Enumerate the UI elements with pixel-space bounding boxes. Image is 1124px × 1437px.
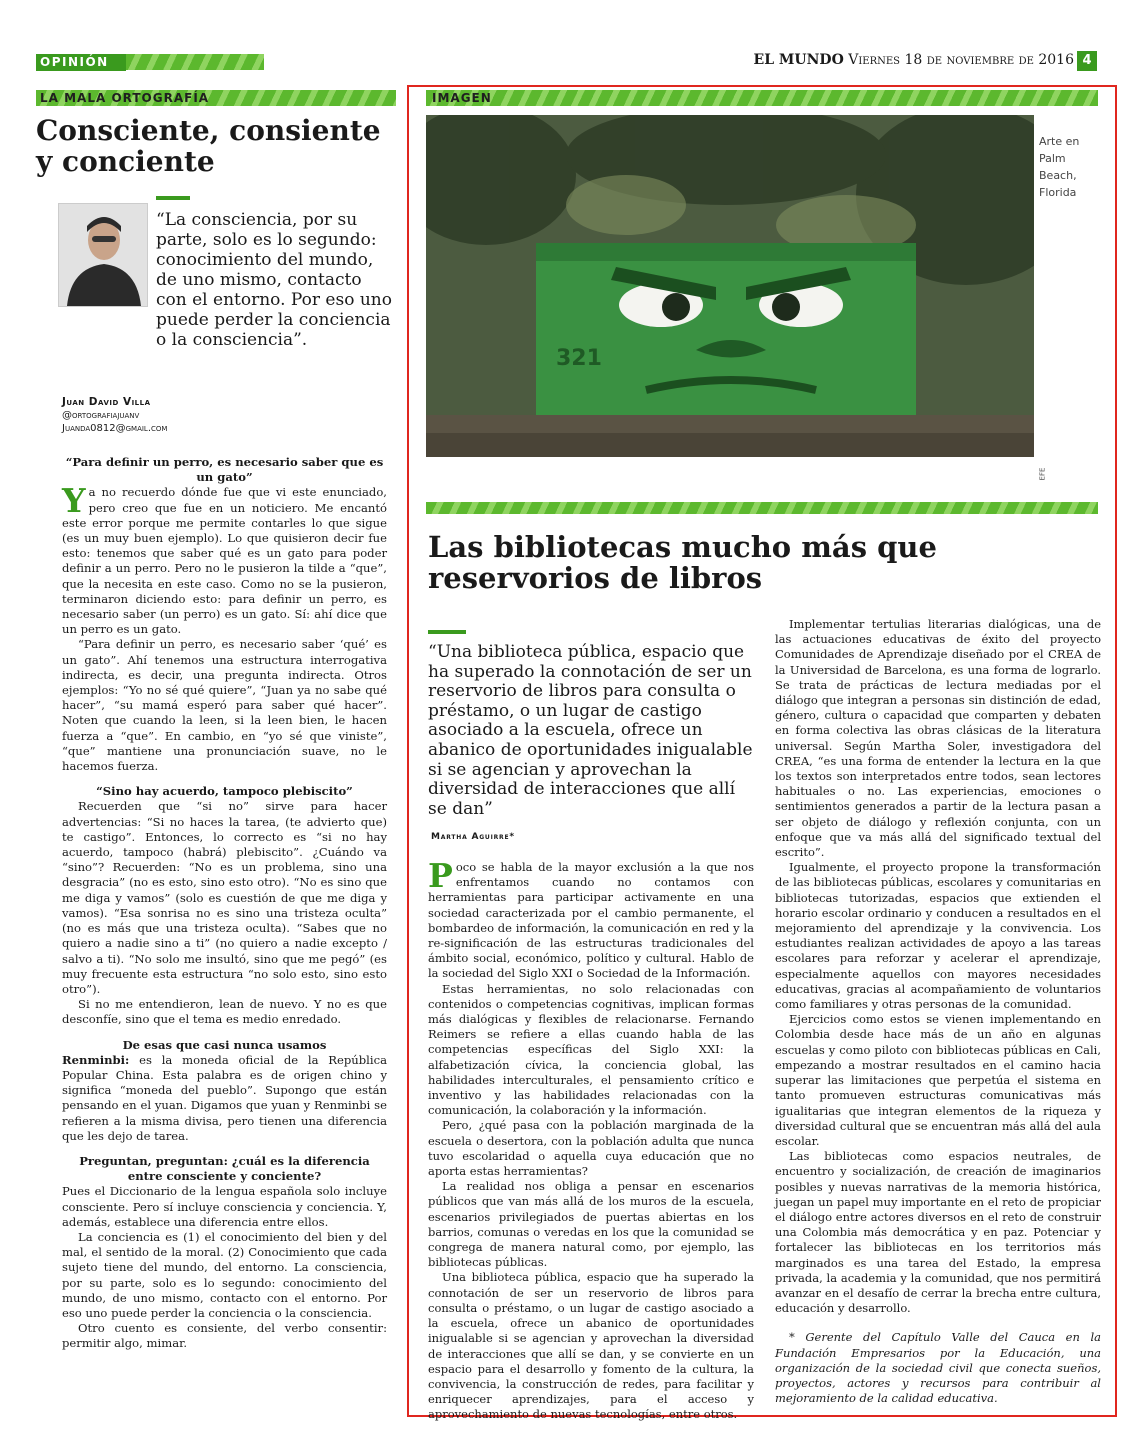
author-email: Juanda0812@gmail.com: [62, 423, 168, 434]
svg-text:321: 321: [556, 346, 602, 371]
paragraph: Recuerden que “si no” sirve para hacer advertencias: “Si no haces la tarea, (te advierto que) te castigo”. Entonces, lo correcto es “si no hay acuerdo, tampoco (habrá) plebiscito”. ¿Cuándo va “sino”? Recuerden: “No es un problema, sino una desgracia” (no es esto, sino esto otro). “No es sino que me diga y vamos” (solo es cuestión de que me diga y vamos). “Esa sonrisa no es sino una tristeza oculta” (no es más que una tristeza oculta). “Sabes que no quiero a nadie sino a ti” (no quiero a nadie excepto / salvo a ti). “No solo me insultó, sino que me pegó” (es muy frecuente esta estructura “no solo esto, sino esto otro”).: [62, 799, 387, 996]
accent-dash: [156, 196, 190, 200]
photo-caption: Arte en Palm Beach, Florida: [1039, 135, 1080, 199]
article-title: Las bibliotecas mucho más que reservorios de libros: [428, 530, 937, 595]
masthead: [754, 52, 1074, 68]
accent-dash: [428, 630, 466, 634]
article-body: [428, 856, 754, 1423]
drop-cap: Y: [62, 481, 86, 521]
paragraph: Implementar tertulias literarias dialógicas, una de las actuaciones educativas de éxito del proyecto Comunidades de Aprendizaje diseñado por el CREA de la Universidad de Barcelona, es una forma de lograrlo. Se trata de prácticas de lectura mediadas por el diálogo que integran a personas sin distinción de edad, género, cultura o capacidad que comparten y debaten en forma colectiva las obras clásicas de la literatura universal. Según Martha Soler, investigadora del CREA, “es una forma de entender la lectura en la que los textos son interpretados entre todos, sean lectores habituales o no. Las experiencias, emociones o sentimientos generados a partir de la lectura pasan a ser objeto de diálogo y reflexión conjunta, con un enfoque que va más allá del significado textual del escrito”.: [775, 617, 1101, 860]
paragraph: Ya no recuerdo dónde fue que vi este enunciado, pero creo que fue en un noticiero. Me encantó este error porque me permite contarles lo que sigue (es un muy buen ejemplo). Lo que quisieron decir fue esto: tenemos que saber qué es un gato para poder definir a un perro. Pero no le pusieron la tilde a “que”, que la necesita en este caso. Como no se la pusieron, terminaron diciendo esto: para definir un perro, es necesario saber (un perro) es un gato. Sí: ahí dice que un perro es un gato.: [62, 481, 387, 637]
paragraph: Otro cuento es consiente, del verbo consentir: permitir algo, mimar.: [62, 1321, 387, 1351]
paragraph: Igualmente, el proyecto propone la transformación de las bibliotecas públicas, escolares y comunitarias en bibliotecas tutorizadas, espacios que extienden el horario escolar ordinario y conducen a resultados en el mejoramiento del aprendizaje y la convivencia. Los estudiantes realizan actividades de apoyo a las tareas escolares para reforzar y acelerar el aprendizaje, especialmente aquellos con mayores necesidades educativas, gracias al acompañamiento de voluntarios como familiares y otras personas de la comunidad.: [775, 860, 1101, 1012]
paragraph: Pero, ¿qué pasa con la población marginada de la escuela o desertora, con la población adulta que nunca tuvo escolaridad o aquella cuya educación que no aporta estas herramientas?: [428, 1118, 754, 1179]
photo-credit: EFE: [1038, 467, 1047, 481]
paragraph: Pues el Diccionario de la lengua española solo incluye consciente. Pero sí incluye consciencia y conciencia. Y, además, establece una diferencia entre ellos.: [62, 1184, 387, 1229]
author-name: Martha Aguirre*: [431, 832, 515, 842]
page-number: 4: [1077, 51, 1097, 71]
subhead: Preguntan, preguntan: ¿cuál es la diferencia entre consciente y conciente?: [79, 1153, 370, 1184]
section-label: OPINIÓN: [36, 54, 126, 71]
article-photo: [426, 115, 1034, 457]
paragraph: La realidad nos obliga a pensar en escenarios públicos que van más allá de los muros de la escuela, escenarios privilegiados de puertas abiertas en los barrios, comunas o veredas en los que la comunidad se congrega de manera natural como, por ejemplo, las bibliotecas públicas.: [428, 1179, 754, 1270]
author-block: [62, 396, 167, 435]
paragraph: Ejercicios como estos se vienen implementando en Colombia desde hace más de un año en algunas escuelas y como piloto con bibliotecas públicas en Cali, empezando a mostrar resultados en el camino hacia superar las limitaciones que perpetúa el sistema en tanto promueven estructuras comunicativas más igualitarias que integran elementos de la riqueza y diversidad cultural que se encuentran más allá del aula escolar.: [775, 1012, 1101, 1148]
subhead: “Para definir un perro, es necesario saber que es un gato”: [65, 455, 384, 485]
paragraph: “Para definir un perro, es necesario saber ‘qué’ es un gato”. Ahí tenemos una estructura interrogativa indirecta, es decir, una pregunta indirecta. Otros ejemplos: “Yo no sé qué quiere”, “Juan ya no sabe qué hacer”, “su mamá esperó para saber qué hacer”. Noten que cuando la leen, si la leen bien, le hacen fuerza a “que”. En cambio, en “yo sé que viniste”, “que” mantiene una pronunciación suave, no le hacemos fuerza.: [62, 637, 387, 774]
footnote: * Gerente del Capítulo Valle del Cauca en la Fundación Empresarios por la Educación, una organización de la sociedad civil que conecta sueños, proyectos, actores y recursos para contribuir al mejoramiento de la calidad educativa.: [775, 1330, 1101, 1406]
paragraph: Estas herramientas, no solo relacionadas con contenidos o competencias cognitivas, implican formas más dialógicas y flexibles de relacionarse. Fernando Reimers se refiere a ellas cuando habla de las competencias específicas del Siglo XXI: la alfabetización cívica, la conciencia global, las habilidades interculturales, el pensamiento crítico e inventivo y las habilidades relacionadas con la comunicación, la colaboración y la información.: [428, 981, 754, 1118]
paragraph: Si no me entendieron, lean de nuevo. Y no es que desconfíe, sino que el tema es medio enredado.: [62, 997, 387, 1027]
subhead: De esas que casi nunca usamos: [122, 1037, 327, 1052]
paragraph: Una biblioteca pública, espacio que ha superado la connotación de ser un reservorio de libros para consulta o préstamo, o un lugar de castigo asociado a la escuela, ofrece un abanico de oportunidades inigualable si se agencian y aprovechan la diversidad de interacciones que allí se dan, y se convierte en un espacio para el desarrollo y fomento de la cultura, la convivencia, la construcción de redes, para facilitar y enriquecer aprendizajes, para el acceso y aprovechamiento de nuevas tecnologías, entre otros.: [428, 1270, 754, 1422]
column-tag: IMAGEN: [432, 91, 492, 105]
drop-cap: P: [428, 856, 453, 895]
pull-quote: “La consciencia, por su parte, solo es lo segundo: conocimiento del mundo, de uno mismo, contacto con el entorno. Por eso uno puede perder la conciencia o la consciencia”.: [156, 210, 392, 350]
author-name: Juan David Villa: [62, 396, 151, 408]
subhead: “Sino hay acuerdo, tampoco plebiscito”: [96, 784, 353, 799]
article-title: Consciente, consiente y conciente: [36, 114, 381, 178]
title-stripe: [426, 502, 1098, 514]
paragraph: Poco se habla de la mayor exclusión a la que nos enfrentamos cuando no contamos con herramientas para participar activamente en una sociedad caracterizada por el cambio permanente, el bombardeo de información, la comunicación en red y la re-significación de las estructuras tradicionales del ámbito social, económico, político y cultural. Hablo de la sociedad del Siglo XXI o Sociedad de la Información.: [428, 856, 754, 981]
column-tag-stripe: [426, 90, 1098, 106]
author-photo: [58, 203, 148, 307]
article-body: [62, 455, 387, 1352]
column-tag: LA MALA ORTOGRAFÍA: [40, 91, 210, 105]
paragraph: Renminbi: es la moneda oficial de la República Popular China. Esta palabra es de origen chino y significa “moneda del pueblo”. Supongo que están pensando en el yuan. Digamos que yuan y Renminbi se refieren a la misma divisa, pero tienen una diferencia que les dejo de tarea.: [62, 1052, 387, 1143]
article-body: [775, 617, 1101, 1406]
paragraph: La conciencia es (1) el conocimiento del bien y del mal, el sentido de la moral. (2) Conocimiento que cada sujeto tiene del mundo, del entorno. La consciencia, por su parte, solo es lo segundo: conocimiento del mundo, de uno mismo, contacto con el entorno. Por eso uno puede perder la conciencia o la consciencia.: [62, 1229, 387, 1320]
pull-quote: “Una biblioteca pública, espacio que ha superado la connotación de ser un reservorio de libros para consulta o préstamo, o un lugar de castigo asociado a la escuela, ofrece un abanico de oportunidades inigualable si se agencian y aprovechan la diversidad de interacciones que allí se dan”: [428, 642, 753, 819]
paragraph: Las bibliotecas como espacios neutrales, de encuentro y socialización, de creación de imaginarios posibles y nuevas narrativas de la memoria histórica, juegan un papel muy importante en el reto de propiciar el diálogo entre actores diversos en el reto de construir una Colombia más democrática y en paz. Potenciar y fortalecer las bibliotecas en los territorios más marginados es una tarea del Estado, la empresa privada, la academia y la comunidad, que nos permitirá avanzar en el desafío de cerrar la brecha entre cultura, educación y desarrollo.: [775, 1149, 1101, 1316]
author-handle: @ortografiajuanv: [62, 410, 140, 421]
issue-date: Viernes 18 de noviembre de 2016: [848, 52, 1074, 68]
paper-name: EL MUNDO: [753, 52, 844, 68]
